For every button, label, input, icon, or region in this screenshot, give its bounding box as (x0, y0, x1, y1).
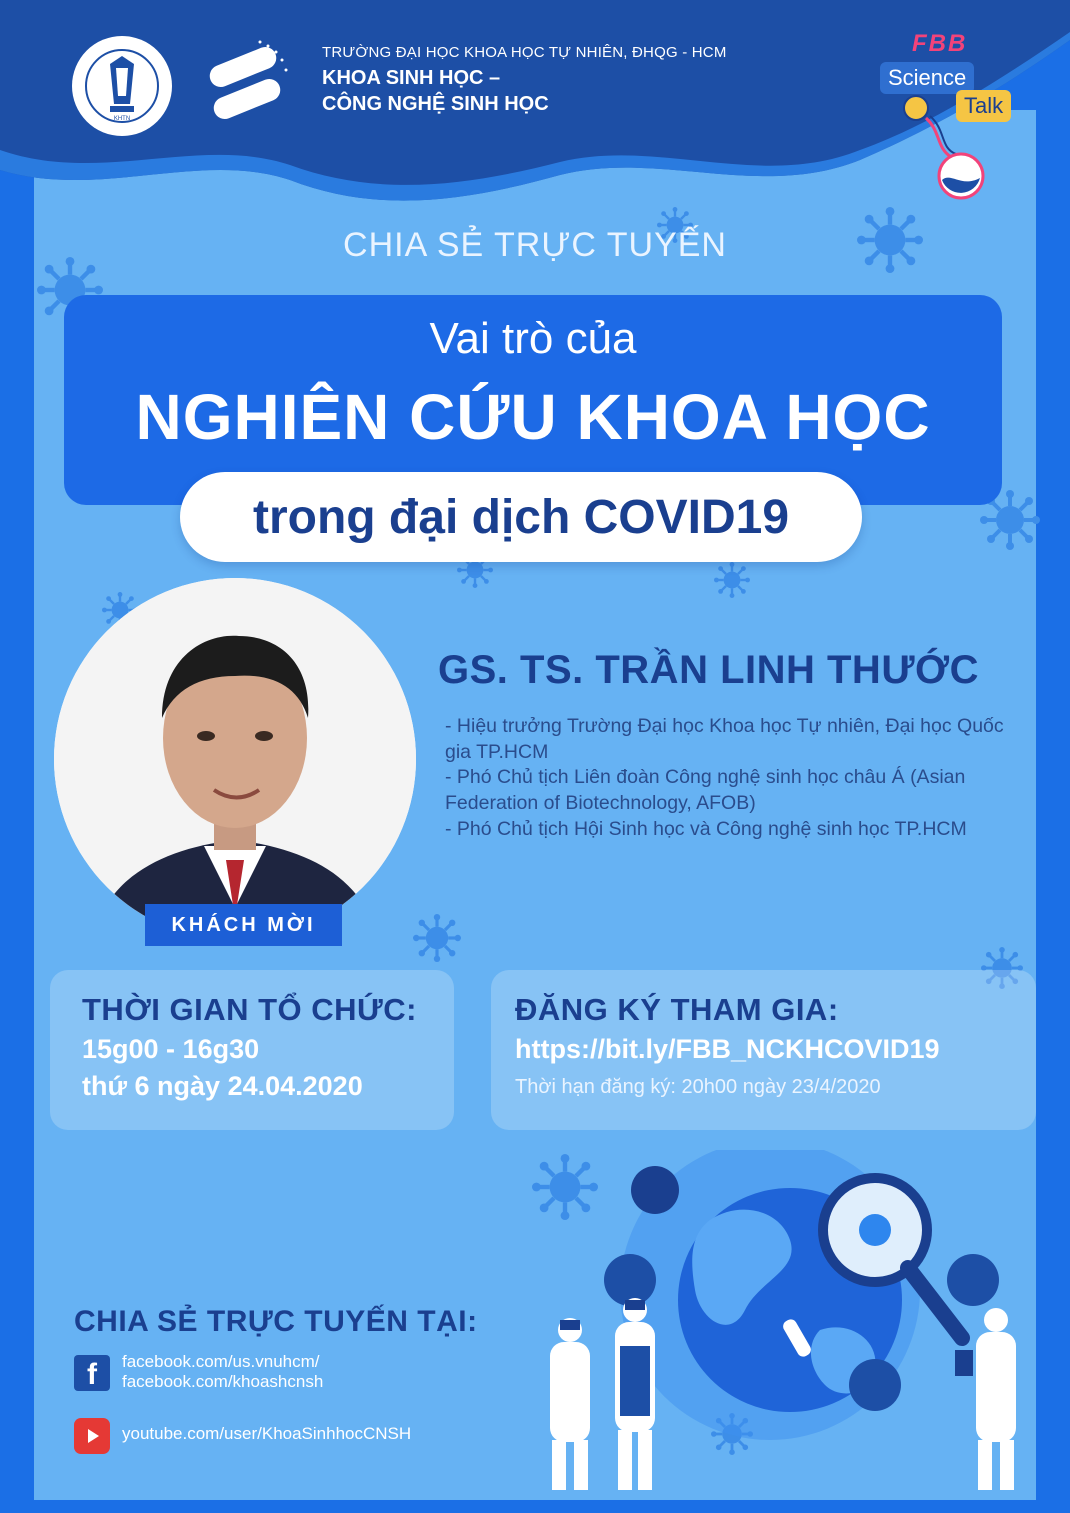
schedule-time: 15g00 - 16g30 (82, 1034, 260, 1064)
registration-deadline: Thời hạn đăng ký: 20h00 ngày 23/4/2020 (515, 1076, 881, 1098)
title-main: NGHIÊN CỨU KHOA HỌC (135, 381, 931, 453)
department-name-line1: KHOA SINH HỌC – (322, 67, 501, 89)
speaker-name: GS. TS. TRẦN LINH THƯỚC (438, 648, 980, 692)
speaker-bio (445, 714, 1025, 843)
svg-text:KHTN: KHTN (113, 116, 131, 122)
schedule-heading: THỜI GIAN TỔ CHỨC: (82, 992, 417, 1027)
facebook-link-1[interactable]: facebook.com/us.vnuhcm/ (122, 1352, 320, 1371)
share-heading: CHIA SẺ TRỰC TUYẾN TẠI: (74, 1305, 478, 1338)
facebook-link-2[interactable]: facebook.com/khoashcnsh (122, 1372, 324, 1391)
speaker-photo (54, 578, 416, 940)
event-kicker: CHIA SẺ TRỰC TUYẾN (343, 226, 727, 264)
talk-bubble: Talk (956, 90, 1011, 122)
title-small: Vai trò của (429, 314, 637, 363)
guest-badge: KHÁCH MỜI (145, 904, 342, 946)
flask-icon (896, 92, 996, 202)
schedule-date: thứ 6 ngày 24.04.2020 (82, 1071, 363, 1101)
university-name: TRƯỜNG ĐẠI HỌC KHOA HỌC TỰ NHIÊN, ĐHQG - HCM (322, 44, 727, 61)
bio-item: - Hiệu trưởng Trường Đại học Khoa học Tự nhiên, Đại học Quốc gia TP.HCM (445, 715, 1004, 763)
university-seal-logo (70, 34, 174, 138)
fbb-science-talk-logo (876, 30, 1036, 205)
department-logo (198, 38, 298, 128)
registration-heading: ĐĂNG KÝ THAM GIA: (515, 992, 839, 1027)
title-pill-text: trong đại dịch COVID19 (252, 491, 790, 544)
youtube-icon (74, 1418, 110, 1454)
virus-icon (413, 914, 461, 962)
schedule-box (50, 970, 454, 1130)
covid-research-illustration (530, 1150, 1036, 1500)
registration-box (491, 970, 1036, 1130)
bio-item: - Phó Chủ tịch Liên đoàn Công nghệ sinh học châu Á (Asian Federation of Biotechnology, AFOB) (445, 766, 966, 815)
youtube-link[interactable]: youtube.com/user/KhoaSinhhocCNSH (122, 1424, 412, 1443)
science-bubble: Science (880, 62, 974, 94)
bio-item: - Phó Chủ tịch Hội Sinh học và Công nghệ sinh học TP.HCM (445, 817, 967, 840)
virus-icon (714, 562, 750, 598)
department-name-line2: CÔNG NGHỆ SINH HỌC (322, 93, 549, 115)
speaker-portrait (54, 578, 416, 940)
registration-link[interactable]: https://bit.ly/FBB_NCKHCOVID19 (515, 1034, 940, 1064)
fbb-text: FBB (912, 30, 968, 57)
facebook-icon: f (74, 1355, 110, 1391)
